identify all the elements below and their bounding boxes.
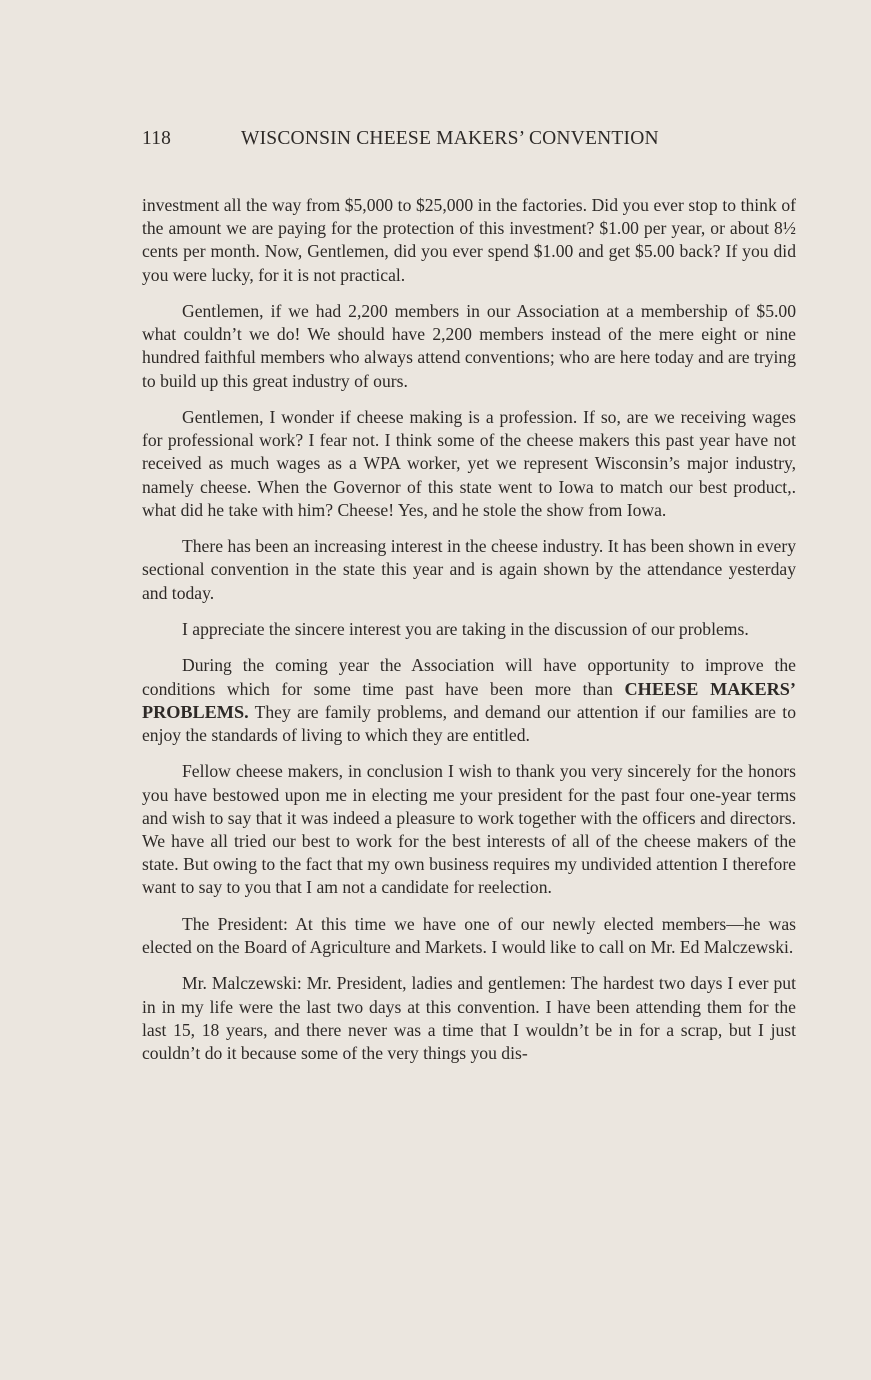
paragraph-investment: investment all the way from $5,000 to $25,000 in the factories. Did you ever stop to think of the amount we are paying for the protection of this investment? $1.00 per year, or about 8½ cents per month. Now, Gentlemen, did you ever spend $1.00 and get $5.00 back? If you did you were lucky, for it is not practical. [142,195,796,285]
paragraph-conclusion: Fellow cheese makers, in conclusion I wish to thank you very sincerely for the honors you have bestowed upon me in electing me your president for the past four one-year terms and wish to say that it was indeed a pleasure to work together with the officers and directors. We have all tried our best to work for the best interests of all of the cheese makers of the state. But owing to the fact that my own business requires my undivided attention I therefore want to say to you that I am not a candidate for reelection. [142,761,796,898]
paragraph-president-remarks: The President: At this time we have one of our newly elected members—he was elected on the Board of Agriculture and Markets. I would like to call on Mr. Ed Malczewski. [142,913,796,957]
paragraph-membership: Gentlemen, if we had 2,200 members in our Association at a membership of $5.00 what couldn’t we do! We should have 2,200 members instead of the mere eight or nine hundred faithful members who always attend conventions; who are here today and are trying to build up this great industry of ours. [142,301,796,391]
paragraph-interest: There has been an increasing interest in the cheese industry. It has been shown in every sectional convention in the state this year and is again shown by the attendance yesterday and today. [142,536,796,603]
page-number: 118 [142,128,172,149]
paragraph-profession: Gentlemen, I wonder if cheese making is a profession. If so, are we receiving wages for professional work? I fear not. I think some of the cheese makers this past year have not received as much wages as a WPA worker, yet we represent Wisconsin’s major industry, namely cheese. When the Governor of this state went to Iowa to match our best product,. what did he take with him? Cheese! Yes, and he stole the show from Iowa. [142,407,796,520]
problems-text-before: During the coming year the Association will have opportunity to improve the conditions which for some time past have been more than [142,655,796,699]
paragraph-problems [142,654,796,747]
problems-text-after: They are family problems, and demand our attention if our families are to enjoy the standards of living to which they are entitled. [142,701,796,745]
problems-emphasis: CHEESE MAKERS’ PROBLEMS. [142,678,796,722]
paragraph-appreciation: I appreciate the sincere interest you are taking in the discussion of our problems. [182,619,749,639]
page-header [142,128,796,154]
paragraph-malczewski-remarks: Mr. Malczewski: Mr. President, ladies and gentlemen: The hardest two days I ever put in in my life were the last two days at this convention. I have been attending them for the last 15, 18 years, and there never was a time that I wouldn’t be in for a scrap, but I just couldn’t do it because some of the very things you dis- [142,973,796,1063]
running-title: WISCONSIN CHEESE MAKERS’ CONVENTION [241,128,659,149]
page-body [142,194,796,1078]
